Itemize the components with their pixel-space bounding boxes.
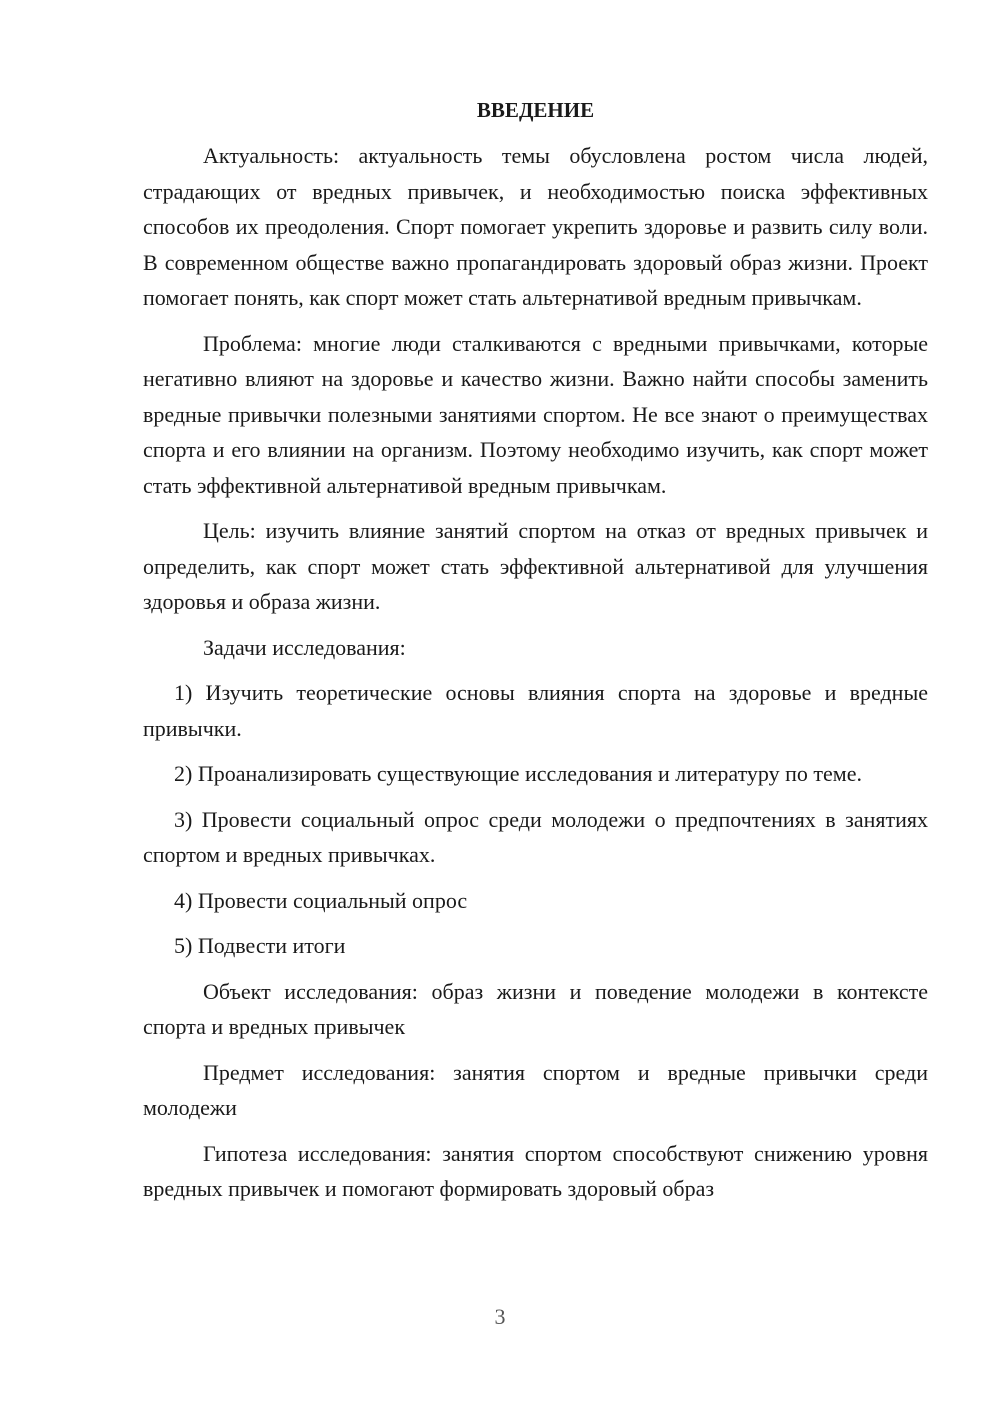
document-page: [143, 88, 928, 1207]
relevance-paragraph: Актуальность: актуальность темы обусловлена ростом числа людей, страдающих от вредных привычек, и необходимостью поиска эффективных способов их преодоления. Спорт помогает укрепить здоровье и развить силу воли. В современном обществе важно пропагандировать здоровый образ жизни. Проект помогает понять, как спорт может стать альтернативой вредным привычкам.: [143, 143, 928, 310]
hypothesis-paragraph: Гипотеза исследования: занятия спортом способствуют снижению уровня вредных привычек и помогают формировать здоровый образ: [143, 1140, 928, 1201]
task-item: 4) Провести социальный опрос: [174, 887, 468, 913]
tasks-heading: Задачи исследования:: [203, 634, 406, 660]
task-item: 3) Провести социальный опрос среди молодежи о предпочтениях в занятиях спортом и вредных привычках.: [143, 806, 928, 867]
task-item: 2) Проанализировать существующие исследования и литературу по теме.: [174, 761, 862, 786]
problem-paragraph: Проблема: многие люди сталкиваются с вредными привычками, которые негативно влияют на здоровье и качество жизни. Важно найти способы заменить вредные привычки полезными занятиями спортом. Не все знают о преимуществах спорта и его влиянии на организм. Поэтому необходимо изучить, как спорт может стать эффективной альтернативой вредным привычкам.: [143, 330, 928, 498]
section-heading: ВВЕДЕНИЕ: [476, 98, 595, 122]
object-paragraph: Объект исследования: образ жизни и поведение молодежи в контексте спорта и вредных привычек: [143, 978, 928, 1039]
task-item: 5) Подвести итоги: [174, 933, 346, 958]
page-number: 3: [494, 1304, 506, 1329]
task-item: 1) Изучить теоретические основы влияния спорта на здоровье и вредные привычки.: [143, 680, 928, 741]
goal-paragraph: Цель: изучить влияние занятий спортом на отказ от вредных привычек и определить, как спорт может стать эффективной альтернативой для улучшения здоровья и образа жизни.: [143, 518, 928, 614]
subject-paragraph: Предмет исследования: занятия спортом и вредные привычки среди молодежи: [143, 1059, 928, 1120]
